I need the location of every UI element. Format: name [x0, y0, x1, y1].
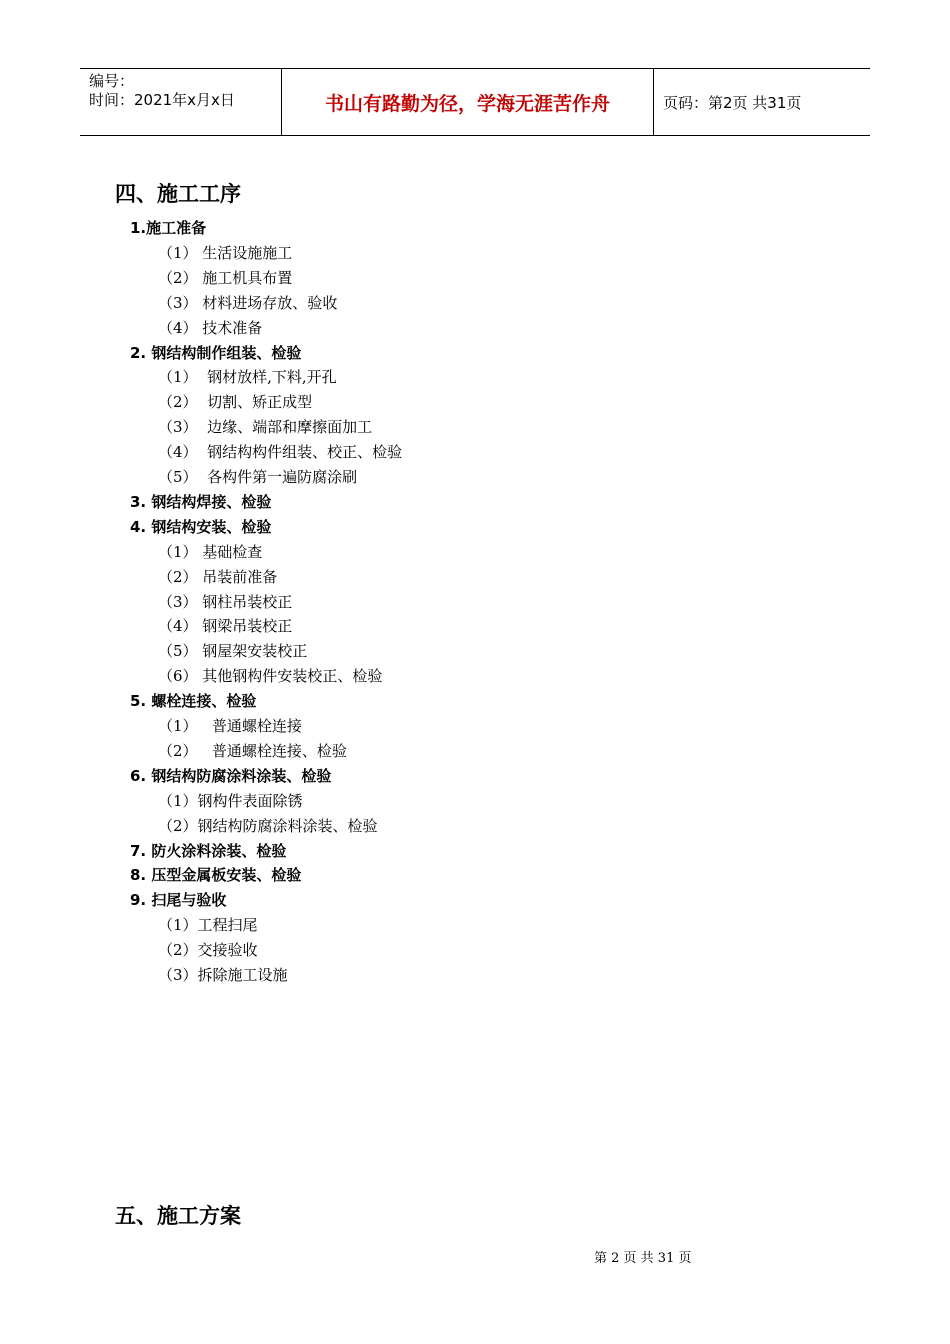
- step-heading: 1.施工准备: [130, 219, 207, 237]
- step-subitem: （1）钢构件表面除锈: [158, 791, 303, 810]
- step-subitem: （5） 钢屋架安装校正: [158, 642, 308, 661]
- step-heading: 7. 防火涂料涂装、检验: [130, 841, 287, 860]
- step-subitem: （2） 吊装前准备: [158, 567, 278, 586]
- header-page-number: 页码：第2页 共31页: [663, 93, 802, 112]
- step-subitem: （3） 钢柱吊装校正: [158, 592, 293, 611]
- document-date-label: 时间：2021年x月x日: [89, 91, 235, 109]
- page-footer: 第 2 页 共 31 页: [594, 1251, 692, 1266]
- section-5-title: 五、施工方案: [115, 1204, 241, 1228]
- step-heading: 8. 压型金属板安装、检验: [130, 866, 302, 885]
- step-subitem: （4） 钢结构构件组装、校正、检验: [158, 443, 403, 462]
- page-header: [80, 68, 870, 136]
- step-subitem: （4） 钢梁吊装校正: [158, 617, 293, 636]
- step-heading: 9. 扫尾与验收: [130, 891, 227, 910]
- step-subitem: （1） 钢材放样,下料,开孔: [158, 368, 337, 387]
- step-subitem: （1） 生活设施施工: [158, 243, 293, 262]
- step-subitem: （3） 材料进场存放、验收: [158, 293, 338, 312]
- step-subitem: （5） 各构件第一遍防腐涂刷: [158, 468, 358, 486]
- step-subitem: （2） 普通螺栓连接、检验: [158, 741, 347, 760]
- step-heading: 5. 螺栓连接、检验: [130, 692, 257, 711]
- step-subitem: （2）钢结构防腐涂料涂装、检验: [158, 816, 378, 835]
- step-subitem: （1）工程扫尾: [158, 916, 258, 935]
- step-heading: 6. 钢结构防腐涂料涂装、检验: [130, 766, 332, 785]
- step-subitem: （4） 技术准备: [158, 318, 263, 337]
- header-motto: 书山有路勤为径，学海无涯苦作舟: [282, 69, 654, 135]
- document-number-label: 编号：: [89, 72, 135, 90]
- step-subitem: （6） 其他钢构件安装校正、检验: [158, 667, 383, 686]
- step-subitem: （3）拆除施工设施: [158, 966, 288, 984]
- step-subitem: （3） 边缘、端部和摩擦面加工: [158, 418, 373, 437]
- step-subitem: （1） 基础检查: [158, 542, 263, 561]
- header-info-cell: [80, 69, 282, 135]
- step-subitem: （2） 施工机具布置: [158, 268, 293, 287]
- step-subitem: （1） 普通螺栓连接: [158, 717, 302, 735]
- section-4-title: 四、施工工序: [115, 182, 241, 206]
- step-heading: 2. 钢结构制作组装、检验: [130, 343, 302, 362]
- step-subitem: （2）交接验收: [158, 941, 258, 960]
- step-heading: 3. 钢结构焊接、检验: [130, 492, 272, 511]
- step-subitem: （2） 切割、矫正成型: [158, 393, 313, 412]
- step-heading: 4. 钢结构安装、检验: [130, 517, 272, 536]
